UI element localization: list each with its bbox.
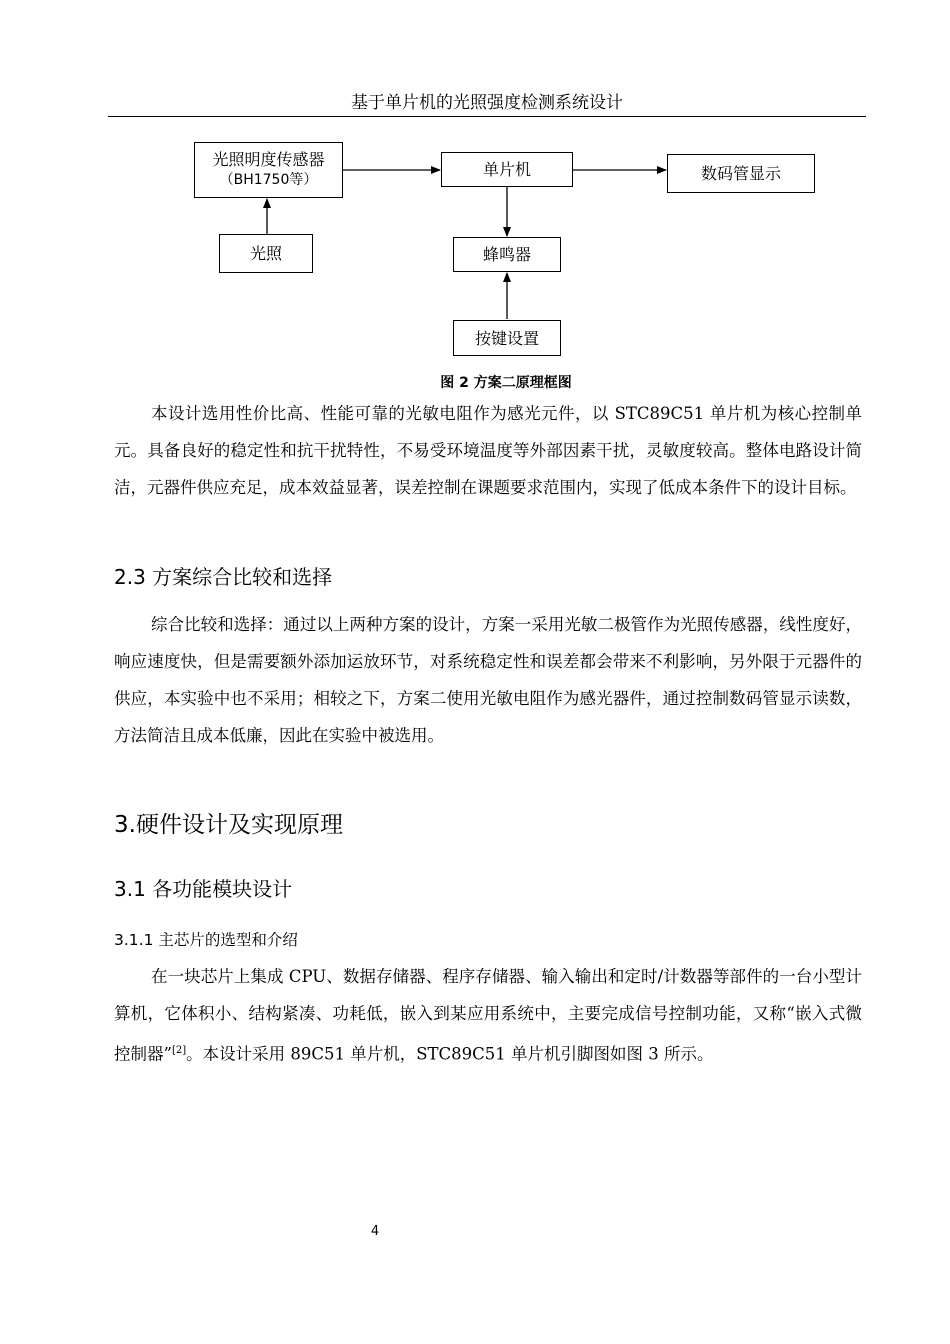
sensor-box-sublabel: （BH1750等） bbox=[219, 172, 318, 188]
light-box bbox=[219, 234, 313, 273]
mcu-box bbox=[441, 152, 573, 187]
citation-ref[interactable]: [2] bbox=[171, 1045, 187, 1056]
keys-box bbox=[453, 320, 561, 356]
display-box bbox=[667, 154, 815, 193]
paragraph-mcu-intro-text: 在一块芯片上集成 CPU、数据存储器、程序存储器、输入输出和定时/计数器等部件的一台小型计算机，它体积小、结构紧凑、功耗低，嵌入到某应用系统中，主要完成信号控制功能，又称“嵌入式微控制器” bbox=[114, 967, 862, 1064]
page-number: 4 bbox=[370, 1224, 380, 1239]
paragraph-mcu-intro bbox=[114, 958, 862, 1073]
mcu-box-label: 单片机 bbox=[482, 160, 531, 179]
figure-caption: 图 2 方案二原理框图 bbox=[440, 375, 572, 391]
paragraph-mcu-intro-text-end: 。本设计采用 89C51 单片机，STC89C51 单片机引脚图如图 3 所示。 bbox=[186, 1044, 714, 1064]
heading-2-3: 2.3 方案综合比较和选择 bbox=[114, 565, 333, 589]
buzzer-box bbox=[453, 237, 561, 272]
running-header: 基于单片机的光照强度检测系统设计 bbox=[351, 93, 623, 113]
heading-3-1: 3.1 各功能模块设计 bbox=[114, 877, 293, 901]
sensor-box-label: 光照明度传感器 bbox=[212, 150, 325, 169]
light-box-label: 光照 bbox=[249, 244, 282, 263]
heading-3: 3.硬件设计及实现原理 bbox=[114, 812, 343, 838]
buzzer-box-label: 蜂鸣器 bbox=[482, 245, 531, 264]
paragraph-design-choice: 本设计选用性价比高、性能可靠的光敏电阻作为感光元件，以 STC89C51 单片机为核心控制单元。具备良好的稳定性和抗干扰特性，不易受环境温度等外部因素干扰，灵敏度较高。整体电路设计简洁，元器件供应充足，成本效益显著，误差控制在课题要求范围内，实现了低成本条件下的设计目标。 bbox=[114, 404, 862, 497]
sensor-box bbox=[194, 142, 343, 198]
paragraph-comparison: 综合比较和选择：通过以上两种方案的设计，方案一采用光敏二极管作为光照传感器，线性度好，响应速度快，但是需要额外添加运放环节，对系统稳定性和误差都会带来不利影响，另外限于元器件的供应，本实验中也不采用；相较之下，方案二使用光敏电阻作为感光器件，通过控制数码管显示读数，方法简洁且成本低廉，因此在实验中被选用。 bbox=[114, 615, 862, 745]
heading-3-1-1: 3.1.1 主芯片的选型和介绍 bbox=[114, 931, 298, 949]
keys-box-label: 按键设置 bbox=[474, 328, 539, 348]
display-box-label: 数码管显示 bbox=[700, 164, 781, 183]
